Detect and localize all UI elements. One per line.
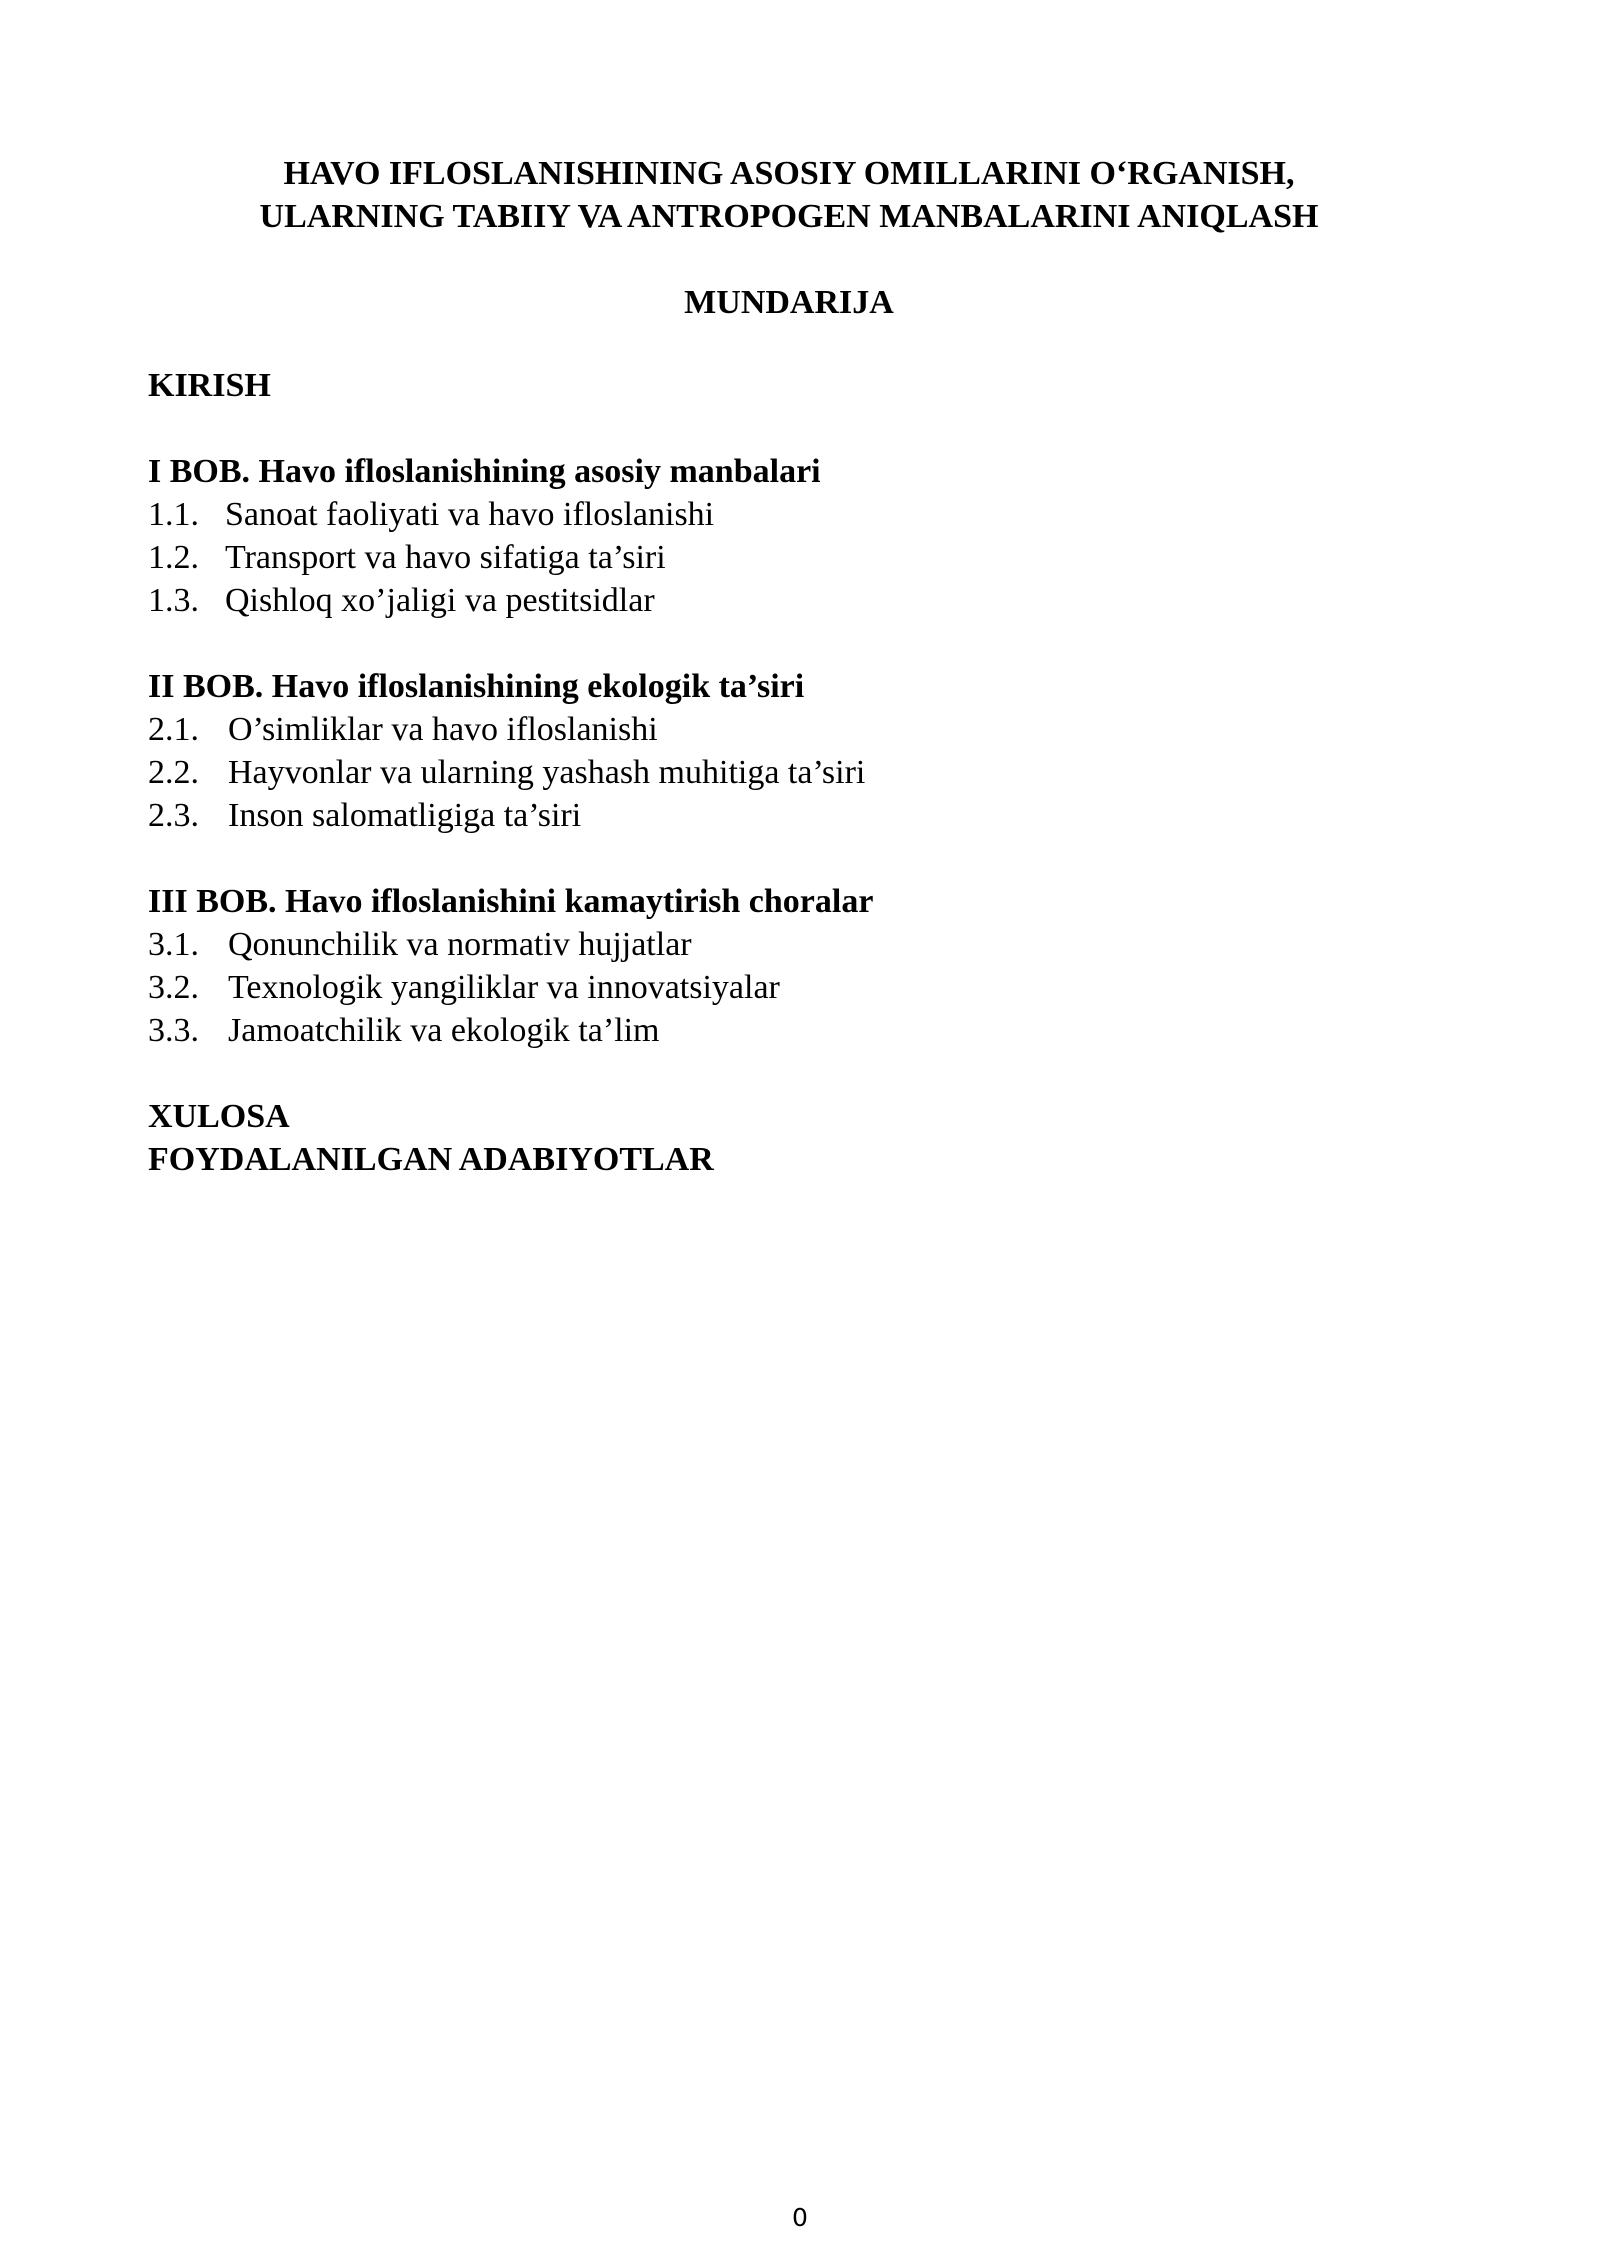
title-line-2: ULARNING TABIIY VA ANTROPOGEN MANBALARINI ANIQLASH xyxy=(259,198,1319,235)
section-title: Jamoatchilik va ekologik ta’lim xyxy=(228,1012,660,1049)
section-number: 3.1. xyxy=(148,926,199,963)
section-title: Qishloq xo’jaligi va pestitsidlar xyxy=(225,582,655,619)
toc-entry xyxy=(148,794,1468,837)
section-number: 3.2. xyxy=(148,969,199,1006)
toc-intro: KIRISH xyxy=(148,367,271,404)
section-title: Inson salomatligiga ta’siri xyxy=(228,797,582,834)
section-title: O’simliklar va havo ifloslanishi xyxy=(228,711,658,748)
chapter-3-heading: III BOB. Havo ifloslanishini kamaytirish choralar xyxy=(148,883,874,920)
section-number: 1.3. xyxy=(148,582,199,619)
page-number: 0 xyxy=(792,2203,808,2232)
contents-heading: MUNDARIJA xyxy=(684,284,894,321)
section-title: Hayvonlar va ularning yashash muhitiga ta’siri xyxy=(228,754,866,791)
section-number: 3.3. xyxy=(148,1012,199,1049)
section-number: 2.1. xyxy=(148,711,199,748)
section-number: 1.2. xyxy=(148,539,199,576)
toc-entry xyxy=(148,966,1468,1009)
toc-entry xyxy=(148,536,1468,579)
toc-entry xyxy=(148,751,1468,794)
toc-entry xyxy=(148,708,1468,751)
section-title: Transport va havo sifatiga ta’siri xyxy=(225,539,666,576)
table-of-contents xyxy=(148,364,1468,1181)
section-title: Texnologik yangiliklar va innovatsiyalar xyxy=(228,969,780,1006)
toc-entry xyxy=(148,1009,1468,1052)
section-title: Sanoat faoliyati va havo ifloslanishi xyxy=(225,496,715,533)
toc-entry xyxy=(148,923,1468,966)
toc-entry xyxy=(148,579,1468,622)
section-title: Qonunchilik va normativ hujjatlar xyxy=(228,926,692,963)
toc-conclusion: XULOSA xyxy=(148,1098,290,1135)
document-title xyxy=(0,152,1578,238)
toc-entry xyxy=(148,493,1468,536)
section-number: 1.1. xyxy=(148,496,199,533)
section-number: 2.2. xyxy=(148,754,199,791)
section-number: 2.3. xyxy=(148,797,199,834)
toc-references: FOYDALANILGAN ADABIYOTLAR xyxy=(148,1141,714,1178)
chapter-1-heading: I BOB. Havo ifloslanishining asosiy manbalari xyxy=(148,453,821,490)
title-line-1: HAVO IFLOSLANISHINING ASOSIY OMILLARINI O‘RGANISH, xyxy=(283,155,1295,192)
chapter-2-heading: II BOB. Havo ifloslanishining ekologik ta’siri xyxy=(148,668,805,705)
